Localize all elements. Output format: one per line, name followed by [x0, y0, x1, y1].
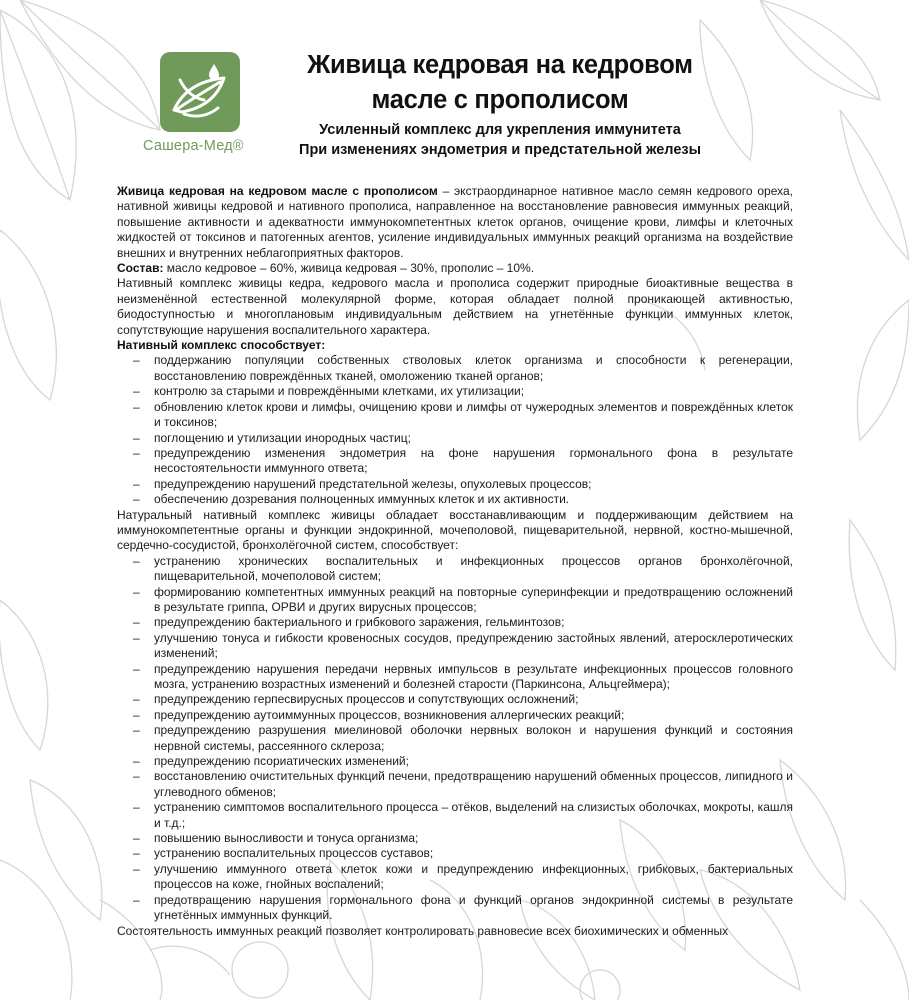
- list-item: – формированию компетентных иммунных реакций на повторные суперинфекции и предотвращению осложнений в результате гриппа, ОРВИ и других вирусных процессов;: [117, 585, 793, 616]
- list-item: – устранению воспалительных процессов суставов;: [117, 846, 793, 861]
- closing-paragraph: Состоятельность иммунных реакций позволяет контролировать равновесие всех биохимических и обменных: [117, 923, 729, 938]
- list-item: – улучшению иммунного ответа клеток кожи и предупреждению инфекционных, грибковых, бактериальных процессов на коже, гнойных воспалений;: [117, 862, 793, 893]
- document-subtitle: [250, 120, 750, 160]
- list-item: – предупреждению псориатических изменений;: [117, 754, 793, 769]
- list-item: – обеспечению дозревания полноценных иммунных клеток и их активности.: [117, 492, 793, 507]
- subtitle-line-2: При изменениях эндометрия и предстательной железы: [299, 142, 701, 158]
- section1-list: [117, 353, 793, 507]
- composition-label: Состав:: [117, 261, 164, 276]
- intro-paragraph: [117, 184, 793, 261]
- section1-heading: Нативный комплекс способствует:: [117, 338, 326, 353]
- composition-text: масло кедровое – 60%, живица кедровая – 30%, прополис – 10%.: [163, 261, 535, 276]
- native-paragraph: Нативный комплекс живицы кедра, кедрового масла и прополиса содержит природные биоактивные вещества в неизменённой естественной молекулярной форме, которая обладает полной проникающей активностью, биодоступностью и многоплановым индивидуальным действием на угнетённые функции иммунных клеток, сопутствующие нарушения воспалительного характера.: [117, 276, 793, 337]
- subtitle-line-1: Усиленный комплекс для укрепления иммунитета: [319, 122, 681, 138]
- brand-name: Сашера-Мед®: [143, 138, 244, 154]
- document-body: [117, 184, 793, 939]
- list-item: – предупреждению нарушения передачи нервных импульсов в результате инфекционных процессов головного мозга, устранению возрастных изменений и болезней старости (Паркинсона, Альцгеймера);: [117, 662, 793, 693]
- list-item: – поглощению и утилизации инородных частиц;: [117, 431, 793, 446]
- list-item: – обновлению клеток крови и лимфы, очищению крови и лимфы от чужеродных элементов и повреждённых клеток и токсинов;: [117, 400, 793, 431]
- brand-logo: [160, 52, 240, 132]
- title-line-1: Живица кедровая на кедровом: [307, 51, 693, 79]
- list-item: – контролю за старыми и повреждёнными клетками, их утилизации;: [117, 384, 793, 399]
- intro-lead: Живица кедровая на кедровом масле с прополисом: [117, 184, 438, 198]
- section2-list: [117, 554, 793, 924]
- list-item: – устранению хронических воспалительных и инфекционных процессов органов бронхолёгочной, пищеварительной, мочеполовой систем;: [117, 554, 793, 585]
- leaf-drop-logo-icon: [160, 52, 240, 132]
- list-item: – предотвращению нарушения гормонального фона и функций органов эндокринной системы в результате угнетённых иммунных функций.: [117, 893, 793, 924]
- list-item: – предупреждению нарушений предстательной железы, опухолевых процессов;: [117, 477, 793, 492]
- composition-paragraph: [117, 261, 793, 276]
- list-item: – восстановлению очистительных функций печени, предотвращению нарушений обменных процессов, липидного и углеводного обменов;: [117, 769, 793, 800]
- section2-intro: Натуральный нативный комплекс живицы обладает восстанавливающим и поддерживающим действием на иммунокомпетентные органы и функции эндокринной, мочеполовой, пищеварительной, нервной, костно-мышечной, сердечно-сосудистой, бронхолёгочной систем, способствует:: [117, 507, 793, 553]
- list-item: – улучшению тонуса и гибкости кровеносных сосудов, предупреждению застойных явлений, атеросклеротических изменений;: [117, 631, 793, 662]
- document-title: [270, 48, 730, 118]
- intro-text: – экстраординарное нативное масло семян кедрового ореха, нативной живицы кедровой и нативного прополиса, направленное на восстановление равновесия иммунных реакций, повышение активности и адекватности иммунокомпетентных клеток органов, очищение крови, лимфы и клеточных жидкостей от токсинов и патогенных агентов, усиление индивидуальных иммунных реакций организма на воздействие внешних и внутренних неблагоприятных факторов.: [117, 184, 793, 260]
- list-item: – предупреждению разрушения миелиновой оболочки нервных волокон и нарушения функций и состояния нервной системы, рассеянного склероза;: [117, 723, 793, 754]
- title-line-2: масле с прополисом: [371, 86, 629, 114]
- list-item: – предупреждению бактериального и грибкового заражения, гельминтозов;: [117, 615, 793, 630]
- list-item: – предупреждению изменения эндометрия на фоне нарушения гормонального фона в результате несостоятельности иммунного ответа;: [117, 446, 793, 477]
- list-item: – предупреждению герпесвирусных процессов и сопутствующих осложнений;: [117, 692, 793, 707]
- list-item: – предупреждению аутоиммунных процессов, возникновения аллергических реакций;: [117, 708, 793, 723]
- list-item: – устранению симптомов воспалительного процесса – отёков, выделений на слизистых оболочках, мокроты, кашля и т.д.;: [117, 800, 793, 831]
- list-item: – повышению выносливости и тонуса организма;: [117, 831, 793, 846]
- list-item: – поддержанию популяции собственных стволовых клеток организма и способности к регенерации, восстановлению повреждённых тканей, омоложению тканей органов;: [117, 353, 793, 384]
